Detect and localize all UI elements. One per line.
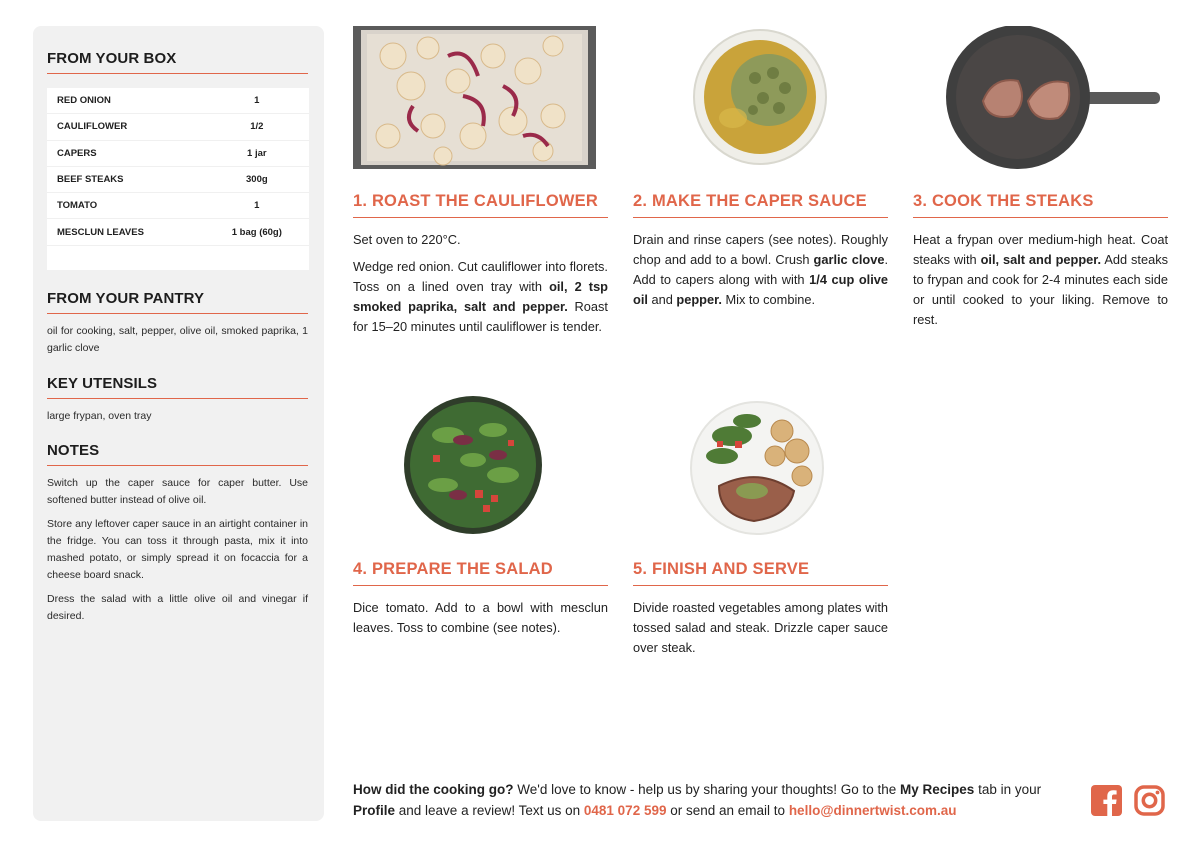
utensils-section xyxy=(47,375,310,425)
ingredient-row xyxy=(47,88,309,114)
notes-body xyxy=(47,475,310,625)
step-paragraph: Divide roasted vegetables among plates with tossed salad and steak. Drizzle caper sauce over steak. xyxy=(633,600,888,655)
step-title: 5. FINISH AND SERVE xyxy=(633,560,888,586)
bold-text: garlic clove xyxy=(813,252,885,267)
footer-question: How did the cooking go? xyxy=(353,782,514,797)
caper-sauce-photo xyxy=(693,28,827,166)
step-5 xyxy=(633,560,888,658)
step-body xyxy=(633,230,888,310)
email-link[interactable]: hello@dinnertwist.com.au xyxy=(788,803,957,818)
notes-heading: NOTES xyxy=(47,442,308,466)
ingredient-qty: 1/2 xyxy=(250,121,264,133)
note-paragraph: Dress the salad with a little olive oil and vinegar if desired. xyxy=(47,593,308,622)
text-span: . Add to capers along with with xyxy=(633,252,888,287)
notes-section xyxy=(47,442,310,625)
ingredient-row xyxy=(47,167,309,193)
text-span: Roast for 15–20 minutes until cauliflower is tender. xyxy=(353,299,608,334)
ingredient-row xyxy=(47,114,309,140)
step-3 xyxy=(913,192,1168,330)
ingredient-name: CAULIFLOWER xyxy=(57,121,128,133)
step-body xyxy=(633,598,888,658)
ingredient-name: TOMATO xyxy=(57,200,98,212)
utensils-text: large frypan, oven tray xyxy=(47,410,152,422)
step-title: 2. MAKE THE CAPER SAUCE xyxy=(633,192,888,218)
step-title: 1. ROAST THE CAULIFLOWER xyxy=(353,192,608,218)
ingredient-name: CAPERS xyxy=(57,147,97,159)
feedback-footer xyxy=(353,779,1073,821)
ingredient-qty: 1 xyxy=(254,200,260,212)
text-span: and xyxy=(647,292,677,307)
step-1 xyxy=(353,192,608,337)
text-span: Add steaks to frypan and cook for 2-4 minutes each side or until cooked to your liking. Remove to rest. xyxy=(913,252,1168,327)
step-body xyxy=(353,230,608,337)
step-paragraph: Dice tomato. Add to a bowl with mesclun leaves. Toss to combine (see notes). xyxy=(353,600,608,635)
ingredients-table xyxy=(47,88,309,270)
step-title: 3. COOK THE STEAKS xyxy=(913,192,1168,218)
ingredient-row xyxy=(47,219,309,245)
ingredient-qty: 1 xyxy=(254,95,260,107)
ingredient-qty: 1 jar xyxy=(247,147,267,159)
roast-cauliflower-photo xyxy=(353,26,596,169)
text-span: and leave a review! Text us on xyxy=(395,803,584,818)
text-span: Drain and rinse capers (see notes). Roughly chop and add to a bowl. Crush xyxy=(633,232,888,267)
bold-text: oil, salt and pepper. xyxy=(980,252,1102,267)
pantry-section xyxy=(47,290,310,357)
bold-text: oil, 2 tsp smoked paprika, salt and pepper. xyxy=(353,279,609,314)
step-paragraph: Set oven to 220°C. xyxy=(353,232,461,247)
note-paragraph: Switch up the caper sauce for caper butter. Use softened butter instead of olive oil. xyxy=(47,477,308,506)
text-span: Heat a frypan over medium-high heat. Coat steaks with xyxy=(913,232,1168,267)
step-4 xyxy=(353,560,608,638)
pantry-text: oil for cooking, salt, pepper, olive oil, smoked paprika, 1 garlic clove xyxy=(47,325,308,354)
facebook-icon[interactable] xyxy=(1091,785,1122,816)
ingredient-name: MESCLUN LEAVES xyxy=(57,226,144,238)
bold-text: 1/4 cup olive oil xyxy=(633,272,888,307)
profile-link[interactable]: Profile xyxy=(353,803,396,818)
step-body xyxy=(913,230,1168,330)
note-paragraph: Store any leftover caper sauce in an airtight container in the fridge. You can toss it through pasta, mix it into mashed potato, or simply spread it on focaccia for a cheese board snack. xyxy=(47,518,308,581)
phone-link[interactable]: 0481 072 599 xyxy=(583,803,667,818)
from-your-box-heading: FROM YOUR BOX xyxy=(47,50,308,74)
ingredient-row xyxy=(47,141,309,167)
bold-text: pepper. xyxy=(676,292,722,307)
step-2 xyxy=(633,192,888,310)
text-span: tab in your xyxy=(974,782,1042,797)
from-your-pantry-heading: FROM YOUR PANTRY xyxy=(47,290,308,314)
ingredient-name: BEEF STEAKS xyxy=(57,174,124,186)
step-paragraph xyxy=(633,230,888,310)
instagram-icon[interactable] xyxy=(1134,785,1165,816)
ingredient-qty: 300g xyxy=(246,174,268,186)
text-span: or send an email to xyxy=(666,803,789,818)
salad-photo xyxy=(403,395,543,535)
finish-serve-photo xyxy=(687,396,837,536)
step-paragraph xyxy=(353,257,608,337)
key-utensils-heading: KEY UTENSILS xyxy=(47,375,308,399)
step-title: 4. PREPARE THE SALAD xyxy=(353,560,608,586)
ingredient-qty: 1 bag (60g) xyxy=(231,226,282,238)
text-span: Wedge red onion. Cut cauliflower into florets. Toss on a lined oven tray with xyxy=(353,259,608,294)
step-paragraph xyxy=(913,230,1168,330)
step-body xyxy=(353,598,608,638)
text-span: We'd love to know - help us by sharing your thoughts! Go to the xyxy=(513,782,901,797)
sidebar xyxy=(33,26,324,821)
text-span: Mix to combine. xyxy=(721,292,816,307)
ingredient-row xyxy=(47,193,309,219)
cook-steaks-photo xyxy=(943,26,1160,169)
ingredient-name: RED ONION xyxy=(57,95,111,107)
my-recipes-link[interactable]: My Recipes xyxy=(900,782,975,797)
